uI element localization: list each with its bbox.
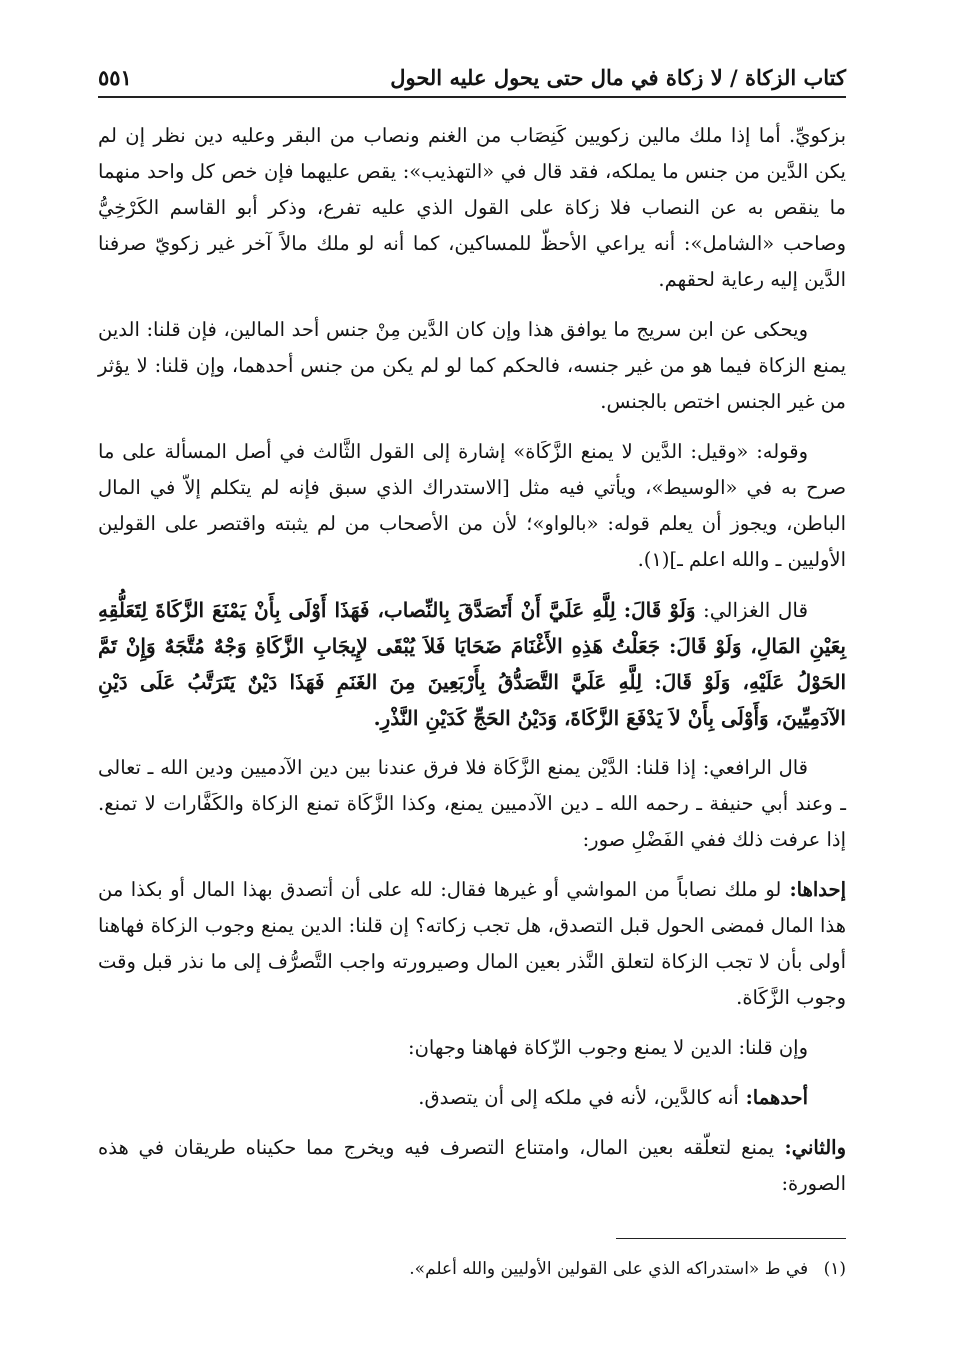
page-number: ٥٥١ [98,65,132,90]
footnote-divider [616,1238,846,1239]
footnote-text: في ط «استدراكه الذي على القولين الأوليين والله أعلم». [409,1259,809,1279]
paragraph [98,1130,846,1202]
paragraph-text: أنه كالدَّين، لأنه في ملكه إلى أن يتصدق. [418,1086,739,1109]
footnote [98,1256,846,1282]
quoted-text-block [98,592,846,736]
paragraph-lead: إحداها: [781,878,846,901]
paragraph [98,1080,846,1116]
footnote-number: (١) [823,1259,846,1279]
running-title: كتاب الزكاة / لا زكاة في مال حتى يحول عليه الحول [390,65,846,90]
quote-lead: قال الغزالي: [695,598,809,622]
page-header [98,50,846,98]
paragraph-lead: والثاني: [774,1136,846,1159]
paragraph: ويحكى عن ابن سريج ما يوافق هذا وإن كان الدَّين مِنْ جنس أحد المالين، فإن قلنا: الدين يمنع الزكاة فيما هو من غير جنسه، فالحكم كما لو لم يكن من جنس أحدهما، وإن قلنا: لا يؤثر من غير الجنس اختص بالجنس. [98,318,846,413]
paragraph-text: لو ملك نصاباً من المواشي أو غيرها فقال: لله على أن أتصدق بهذا المال أو بكذا من هذا المال فمضى الحول قبل التصدق، هل تجب زكاته؟ إن قلنا: الدين يمنع وجوب الزكاة فهاهنا أولى بأن لا تجب الزكاة لتعلق النَّذر بعين المال وصيرورته واجب التَّصرُّف إلى ما نذر قبل وقت وجوب الزَّكَاة. [98,878,846,1009]
quote-text: وَلَوْ قَالَ: لِلَّهِ عَلَيَّ أَنْ أَتَصَدَّقَ بِالنِّصاب، فَهَذَا أَوْلَى بِأَنْ يَمْنَعَ الزَّكَاةَ لِتَعَلُّقِهِ بِعَيْنِ المَالِ، وَلَوْ قَالَ: جَعَلْتُ هَذِهِ الأَغْنَامَ ضَحَايَا فَلاَ يُبْقَى لإِيجَابِ الزَّكَاةِ وَجْهٌ مُتَّجَهٌ وَإِنْ تَمَّ الحَوْلُ عَلَيْهِ، وَلَوْ قَالَ: لِلَّهِ عَلَيَّ التَّصَدُّقُ بِأَرْبَعِينَ مِنَ الغَنَمِ فَهَذَا دَيْنٌ يَتَرَتَّبُ عَلَى دَيْنِ الآدَمِيِّينَ، وَأَوْلَى بِأَنْ لاَ يَدْفَعَ الزَّكَاةَ، وَدَيْنُ الحَجِّ كَدَيْنِ النَّذْرِ. [98,598,846,730]
page-body [98,118,846,1216]
paragraph-lead: أحدهما: [738,1086,808,1109]
paragraph [98,872,846,1016]
paragraph: وإن قلنا: الدين لا يمنع وجوب الزّكاة فهاهنا وجهان: [408,1036,808,1059]
paragraph: بزكويِّ. أما إذا ملك مالين زكويين كَنِصَاب من الغنم ونصاب من البقر وعليه دين نظر إن لم يكن الدَّين من جنس ما يملكه، فقد قال في «التهذيب»: يقص عليهما فإن خص كل واحد منهما ما ينقص به عن النصاب فلا زكاة على القول الذي عليه تفرع، وذكر أبو القاسم الكَرْخِيُّ وصاحب «الشامل»: أنه يراعي الأحظّ للمساكين، كما أنه لو ملك مالاً آخر غير زكويّ صرفنا الدَّين إليه رعاية لحقهم. [98,124,846,291]
paragraph-text: يمنع لتعلّقه بعين المال، وامتناع التصرف فيه ويخرج مما حكيناه طريقان في هذه الصورة: [98,1136,846,1195]
book-page [98,50,846,1350]
paragraph: قال الرافعي: إذا قلنا: الدَّيْن يمنع الزَّكَاة فلا فرق عندنا بين دين الآدميين ودين الله ـ تعالى ـ وعند أبي حنيفة ـ رحمه الله ـ دين الآدميين يمنع، وكذا الزَّكَاة تمنع الزكاة والكَفَّارات لا تمنع. إذا عرفت ذلك ففي الفَضْلِ صور: [98,756,846,851]
paragraph: وقوله: «وقيل: الدَّين لا يمنع الزَّكَاة» إشارة إلى القول الثَّالث في أصل المسألة على ما صرح به في «الوسيط»، ويأتي فيه مثل [الاستدراك الذي سبق فإنه لم يتكلم إلاّ في المال الباطن، ويجوز أن يعلم قوله: «بالواو»؛ لأن من الأصحاب من لم يثبته واقتصر على القولين الأوليين ـ والله اعلم ـ](١). [98,440,846,571]
